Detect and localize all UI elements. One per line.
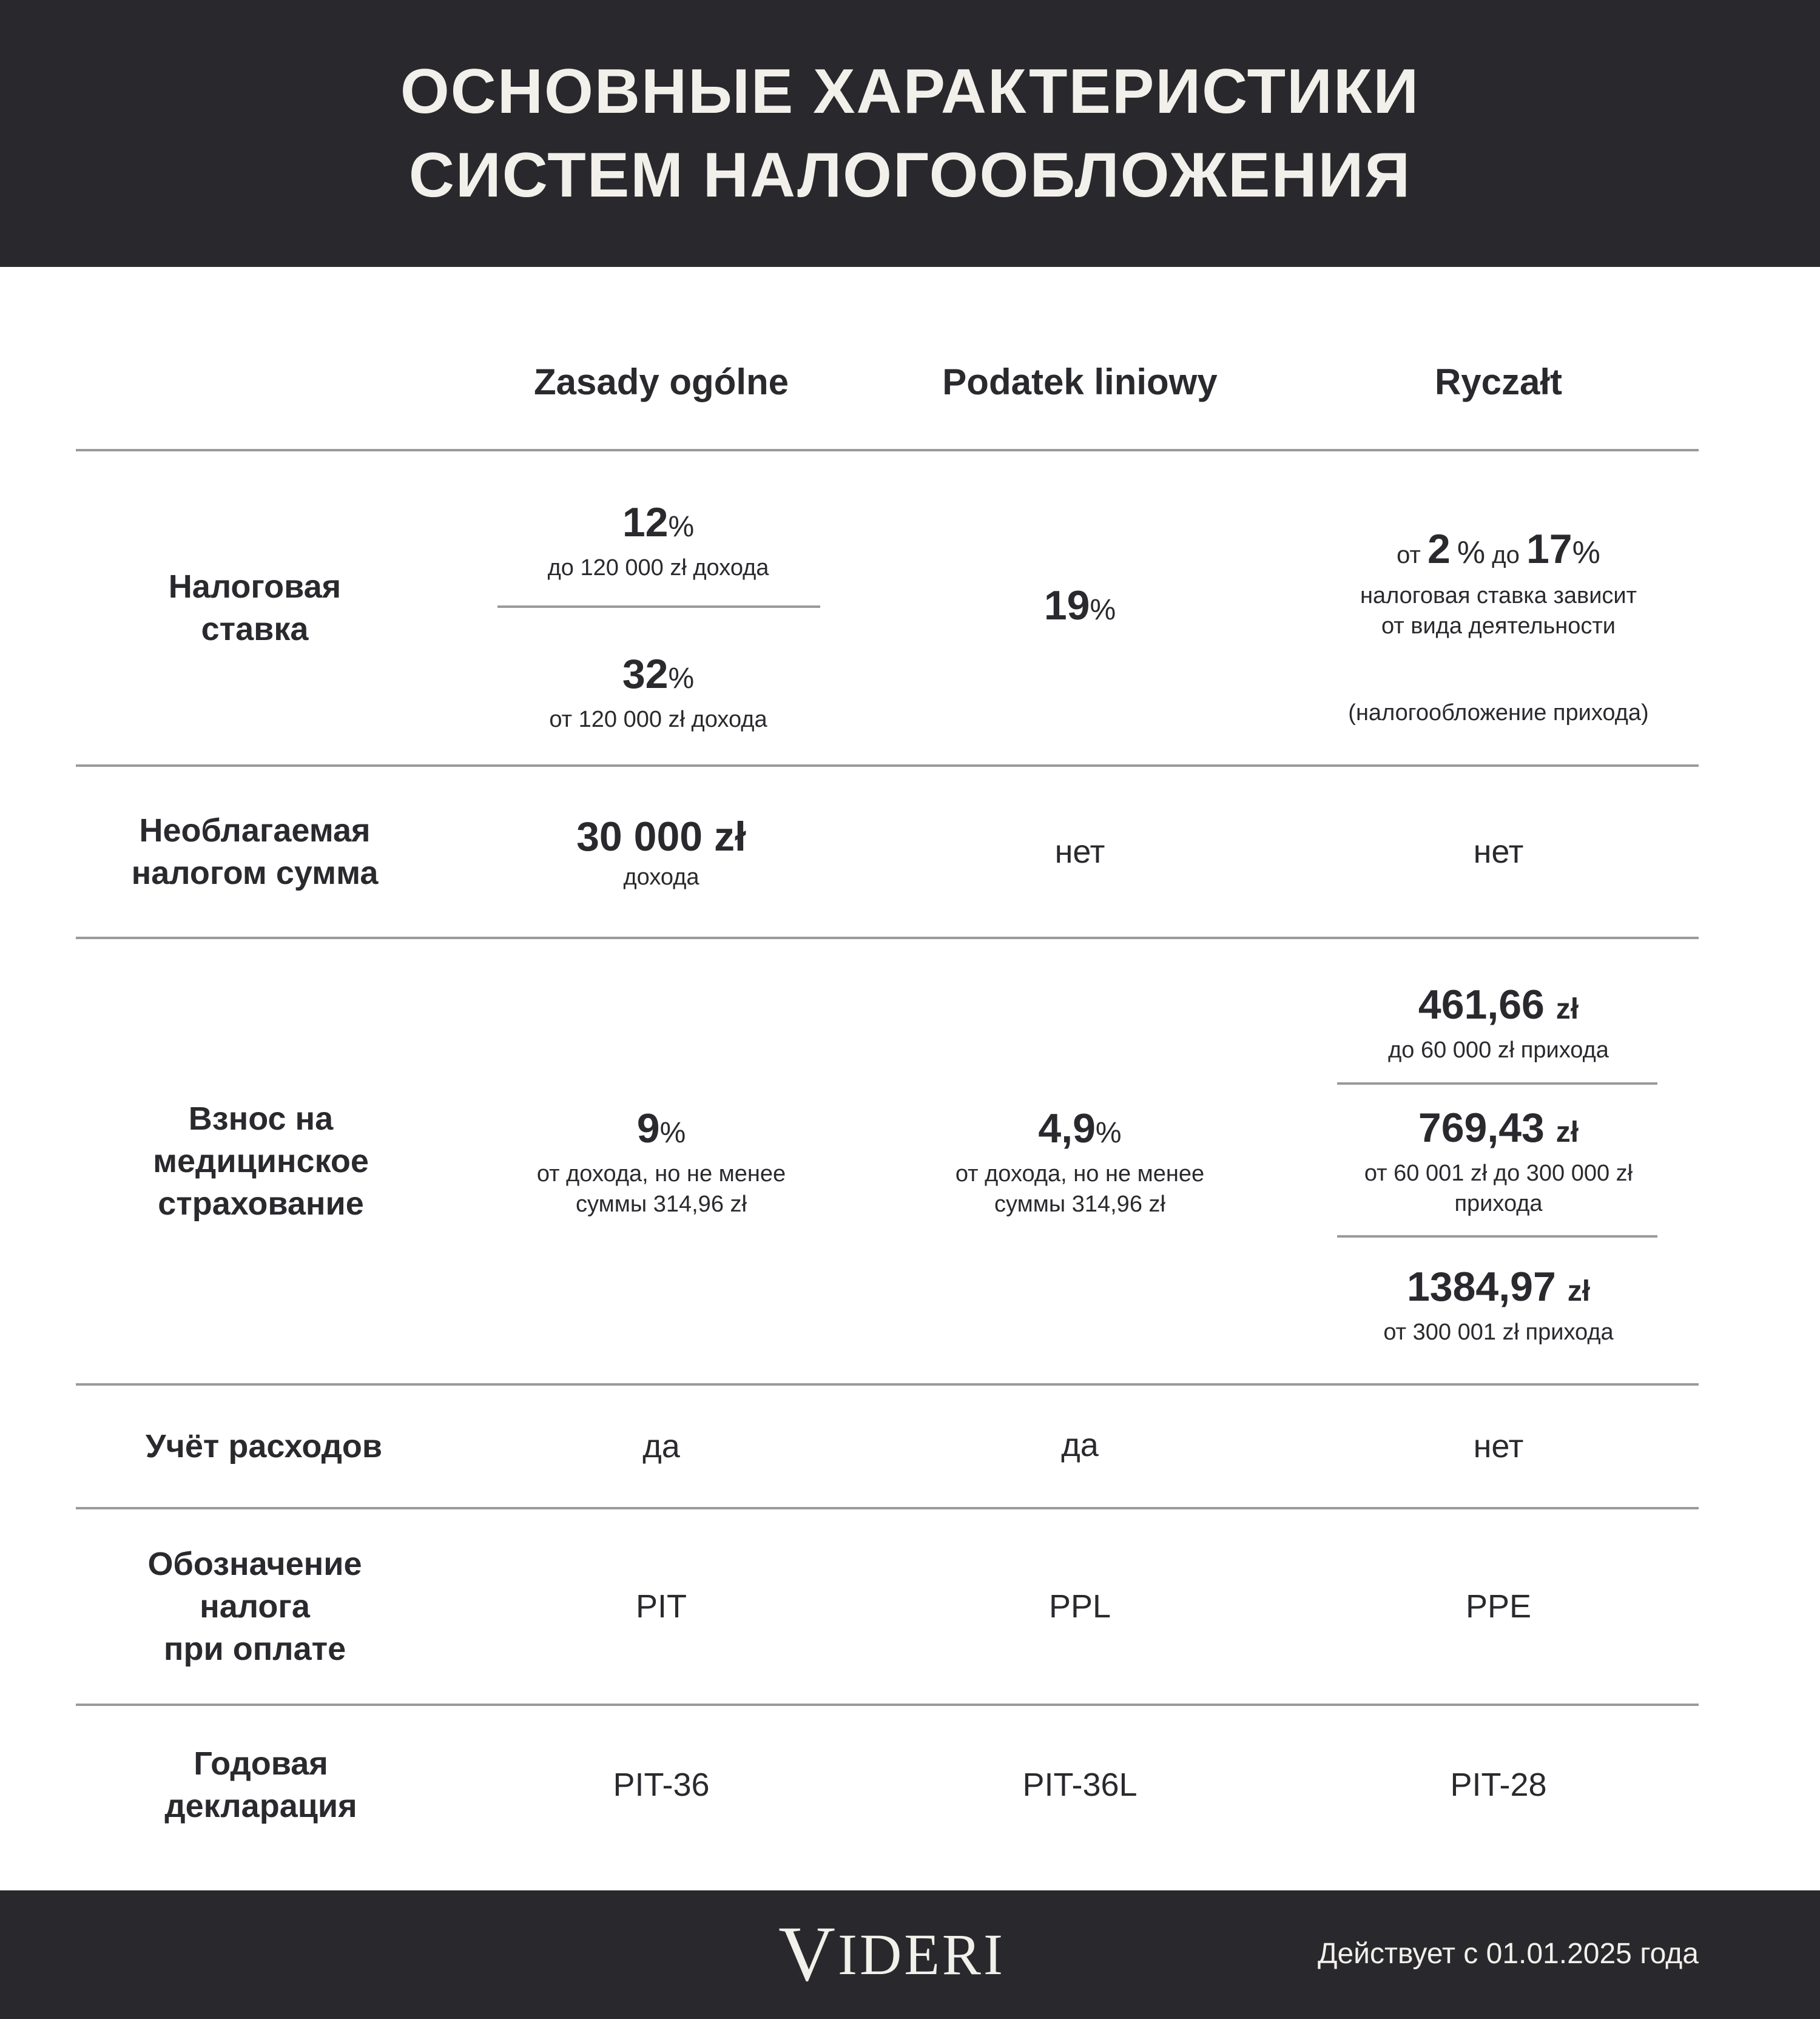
general-health: 9% от дохода, но не менее суммы 314,96 zł bbox=[536, 1105, 786, 1217]
linear-expenses: да bbox=[1061, 1427, 1099, 1463]
row-label-expenses: Учёт расходов bbox=[145, 1428, 383, 1465]
lump-expenses: нет bbox=[1473, 1428, 1524, 1465]
row-label-designation: Обозначение налога при оплате bbox=[147, 1546, 362, 1667]
videri-logo: V IDERI bbox=[778, 1910, 1005, 1998]
lump-declaration: PIT-28 bbox=[1450, 1767, 1547, 1803]
page-title-line-1: ОСНОВНЫЕ ХАРАКТЕРИСТИКИ bbox=[400, 56, 1420, 127]
lump-rate-footnote: (налогообложение прихода) bbox=[1348, 700, 1649, 726]
general-expenses: да bbox=[642, 1428, 680, 1465]
row-label-declaration: Годовая декларация bbox=[164, 1745, 357, 1824]
general-rate-high: 32% от 120 000 zł дохода bbox=[549, 651, 767, 732]
lump-health-tier-3: 1384,97 zł от 300 001 zł прихода bbox=[1383, 1264, 1614, 1345]
linear-declaration: PIT-36L bbox=[1022, 1767, 1138, 1803]
lump-rate-range: от 2 % до 17% налоговая ставка зависит от вида деятельности bbox=[1360, 526, 1637, 639]
general-tax-free: 30 000 zł дохода bbox=[576, 814, 746, 890]
column-header-general: Zasady ogólne bbox=[533, 362, 789, 402]
row-label-tax-free: Необлагаемая налогом сумма bbox=[131, 812, 379, 891]
validity-note: Действует с 01.01.2025 года bbox=[1317, 1938, 1699, 1970]
linear-designation: PPL bbox=[1048, 1588, 1111, 1625]
page-header bbox=[0, 0, 1820, 267]
row-label-tax-rate: Налоговая ставка bbox=[168, 568, 342, 647]
linear-rate: 19% bbox=[1043, 582, 1116, 629]
linear-health: 4,9% от дохода, но не менее суммы 314,96 zł bbox=[955, 1105, 1205, 1217]
page-footer bbox=[0, 1890, 1820, 2019]
general-declaration: PIT-36 bbox=[613, 1767, 710, 1803]
general-designation: PIT bbox=[635, 1588, 687, 1625]
cell-subdivider bbox=[1337, 1082, 1657, 1085]
cell-subdivider bbox=[497, 605, 820, 608]
column-header-linear: Podatek liniowy bbox=[942, 362, 1218, 402]
linear-tax-free: нет bbox=[1054, 834, 1105, 870]
lump-tax-free: нет bbox=[1473, 834, 1524, 870]
page-title-line-2: СИСТЕМ НАЛОГООБЛОЖЕНИЯ bbox=[408, 140, 1412, 211]
lump-designation: PPE bbox=[1465, 1588, 1532, 1625]
lump-health-tier-2: 769,43 zł от 60 001 zł до 300 000 zł прихода bbox=[1364, 1105, 1633, 1216]
cell-subdivider bbox=[1337, 1235, 1657, 1238]
column-header-lump: Ryczałt bbox=[1434, 362, 1563, 402]
general-rate-low: 12% до 120 000 zł дохода bbox=[547, 499, 769, 581]
lump-health-tier-1: 461,66 zł до 60 000 zł прихода bbox=[1388, 982, 1609, 1063]
row-label-health: Взнос на медицинское страхование bbox=[153, 1101, 369, 1222]
